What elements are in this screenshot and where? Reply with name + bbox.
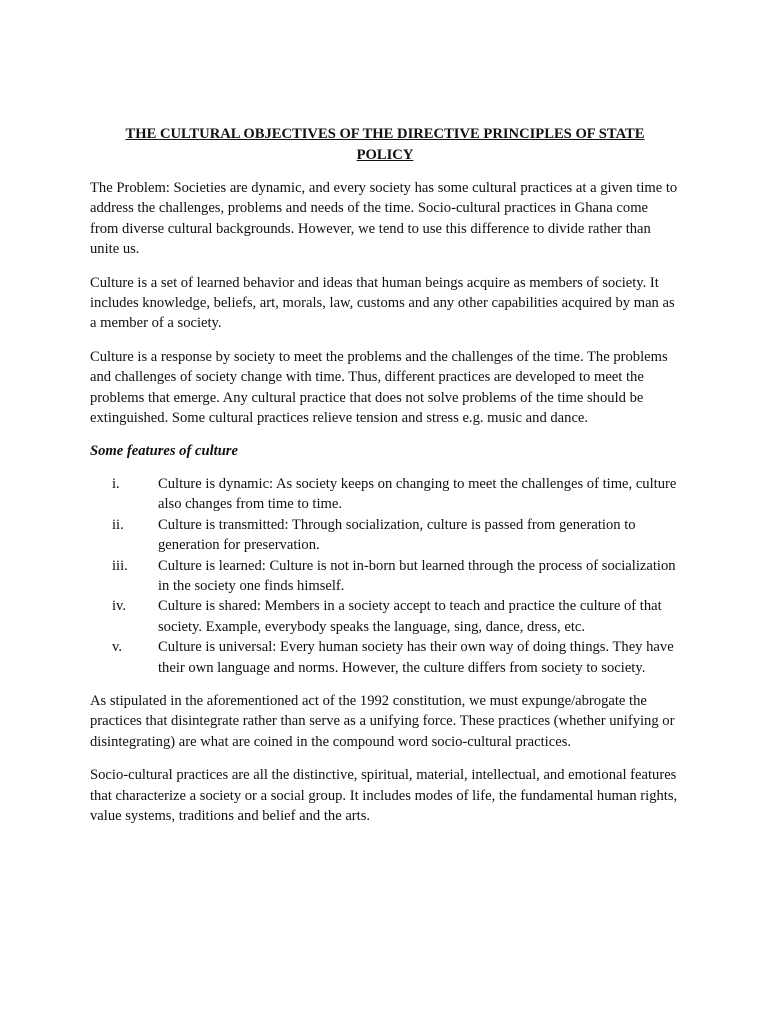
paragraph-socio-cultural-definition: Socio-cultural practices are all the distinctive, spiritual, material, intellectual, and emotional features that characterize a society or a social group. It includes modes of life, the fundamental human rights, value systems, traditions and belief and the arts.: [90, 767, 678, 824]
feature-item-dynamic: [90, 474, 680, 515]
feature-item-universal: [90, 637, 680, 678]
feature-numeral: iv.: [112, 598, 127, 615]
feature-text: Culture is learned: Culture is not in-born but learned through the process of socialization in the society one finds himself.: [158, 557, 676, 594]
document-title: THE CULTURAL OBJECTIVES OF THE DIRECTIVE PRINCIPLES OF STATE POLICY: [125, 126, 645, 163]
feature-item-shared: [90, 596, 680, 637]
feature-numeral: ii.: [112, 516, 124, 533]
feature-item-transmitted: [90, 515, 680, 556]
paragraph-culture-definition: Culture is a set of learned behavior and ideas that human beings acquire as members of society. It includes knowledge, beliefs, art, morals, law, customs and any other capabilities acquired by man as a member of a society.: [90, 274, 675, 332]
paragraph-problem: The Problem: Societies are dynamic, and every society has some cultural practices at a given time to address the challenges, problems and needs of the time. Socio-cultural practices in Ghana come from diverse cultural backgrounds. However, we tend to use this difference to divide rather than unite us.: [90, 180, 678, 258]
feature-text: Culture is universal: Every human society has their own way of doing things. They have their own language and norms. However, the culture differs from society to society.: [158, 639, 674, 676]
feature-numeral: iii.: [112, 557, 128, 574]
feature-numeral: v.: [112, 639, 122, 656]
paragraph-constitution: As stipulated in the aforementioned act of the 1992 constitution, we must expunge/abrogate the practices that disintegrate rather than serve as a unifying force. These practices (whether unifying or disintegrating) are what are coined in the compound word socio-cultural practices.: [90, 692, 675, 750]
features-list: [90, 474, 680, 678]
feature-numeral: i.: [112, 475, 120, 492]
document-page: [90, 124, 680, 839]
feature-text: Culture is dynamic: As society keeps on changing to meet the challenges of time, culture also changes from time to time.: [158, 475, 677, 513]
features-heading: Some features of culture: [90, 443, 238, 460]
feature-text: Culture is transmitted: Through socialization, culture is passed from generation to generation for preservation.: [158, 516, 636, 554]
feature-text: Culture is shared: Members in a society accept to teach and practice the culture of that society. Example, everybody speaks the language, sing, dance, dress, etc.: [158, 598, 662, 635]
feature-item-learned: [90, 556, 680, 597]
paragraph-culture-response: Culture is a response by society to meet the problems and the challenges of the time. The problems and challenges of society change with time. Thus, different practices are developed to meet the problems that emerge. Any cultural practice that does not solve problems of the time should be extinguished. Some cultural practices relieve tension and stress e.g. music and dance.: [90, 348, 668, 427]
